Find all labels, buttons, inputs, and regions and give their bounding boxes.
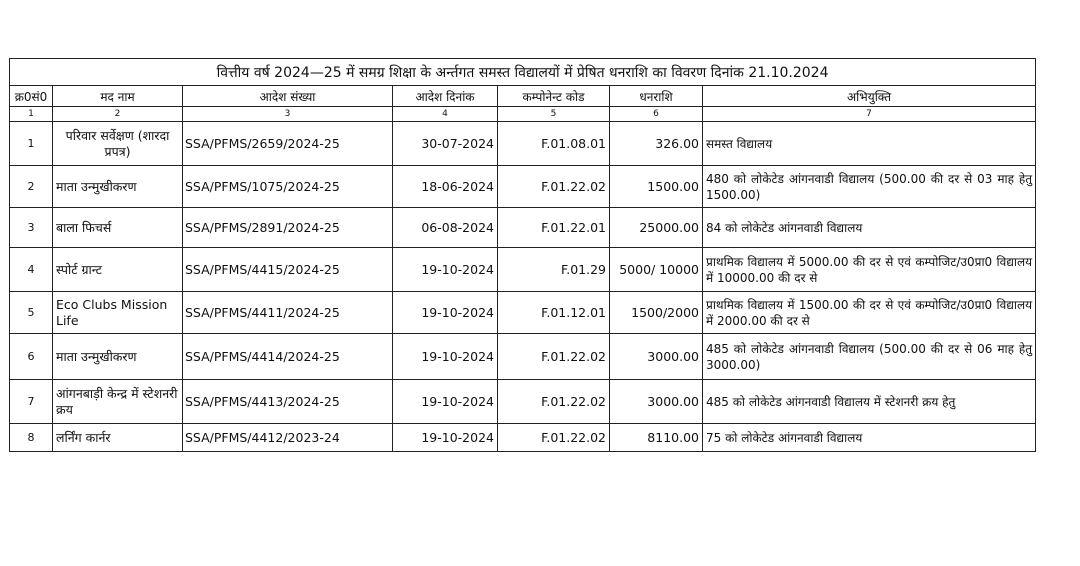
- cell-item-name: परिवार सर्वेक्षण (शारदा प्रपत्र): [53, 122, 183, 166]
- cell-item-name: स्पोर्ट ग्रान्ट: [53, 248, 183, 292]
- table-row: [10, 424, 1036, 452]
- cell-amount: 3000.00: [610, 380, 703, 424]
- cell-component-code: F.01.22.02: [498, 380, 610, 424]
- cell-amount: 8110.00: [610, 424, 703, 452]
- cell-remarks: 485 को लोकेटेड आंगनवाडी विद्यालय में स्टेशनरी क्रय हेतु: [703, 380, 1036, 424]
- cell-component-code: F.01.08.01: [498, 122, 610, 166]
- table-row: [10, 122, 1036, 166]
- cell-order-number: SSA/PFMS/4413/2024-25: [183, 380, 393, 424]
- cell-sno: 6: [10, 334, 53, 380]
- cell-component-code: F.01.12.01: [498, 292, 610, 334]
- cell-component-code: F.01.29: [498, 248, 610, 292]
- cell-order-date: 19-10-2024: [393, 380, 498, 424]
- cell-order-date: 19-10-2024: [393, 424, 498, 452]
- cell-remarks: 84 को लोकेटेड आंगनवाडी विद्यालय: [703, 208, 1036, 248]
- cell-order-number: SSA/PFMS/4412/2023-24: [183, 424, 393, 452]
- table-title: वित्तीय वर्ष 2024—25 में समग्र शिक्षा के अर्न्तगत समस्त विद्यालयों में प्रेषित धनराशि का विवरण दिनांक 21.10.2024: [10, 59, 1036, 86]
- header-component-code: कम्पोनेन्ट कोड: [498, 86, 610, 107]
- cell-amount: 3000.00: [610, 334, 703, 380]
- table-row: [10, 166, 1036, 208]
- cell-component-code: F.01.22.01: [498, 208, 610, 248]
- cell-remarks: समस्त विद्यालय: [703, 122, 1036, 166]
- cell-order-number: SSA/PFMS/2659/2024-25: [183, 122, 393, 166]
- table-row: [10, 248, 1036, 292]
- cell-order-number: SSA/PFMS/2891/2024-25: [183, 208, 393, 248]
- column-number: 2: [53, 107, 183, 122]
- cell-amount: 326.00: [610, 122, 703, 166]
- cell-order-date: 30-07-2024: [393, 122, 498, 166]
- cell-remarks: प्राथमिक विद्यालय में 5000.00 की दर से एवं कम्पोजिट/उ0प्रा0 विद्यालय में 10000.00 की दर से: [703, 248, 1036, 292]
- column-number: 3: [183, 107, 393, 122]
- cell-component-code: F.01.22.02: [498, 334, 610, 380]
- table-row: [10, 292, 1036, 334]
- header-remarks: अभियुक्ति: [703, 86, 1036, 107]
- cell-sno: 4: [10, 248, 53, 292]
- cell-amount: 25000.00: [610, 208, 703, 248]
- cell-remarks: 480 को लोकेटेड आंगनवाडी विद्यालय (500.00 की दर से 03 माह हेतु 1500.00): [703, 166, 1036, 208]
- cell-sno: 7: [10, 380, 53, 424]
- table-row: [10, 208, 1036, 248]
- cell-component-code: F.01.22.02: [498, 166, 610, 208]
- cell-item-name: माता उन्मुखीकरण: [53, 166, 183, 208]
- header-order-date: आदेश दिनांक: [393, 86, 498, 107]
- cell-amount: 1500/2000: [610, 292, 703, 334]
- header-item-name: मद नाम: [53, 86, 183, 107]
- column-number: 6: [610, 107, 703, 122]
- cell-item-name: लर्निंग कार्नर: [53, 424, 183, 452]
- cell-order-number: SSA/PFMS/1075/2024-25: [183, 166, 393, 208]
- table-row: [10, 334, 1036, 380]
- cell-sno: 2: [10, 166, 53, 208]
- table-row: [10, 380, 1036, 424]
- cell-item-name: आंगनबाड़ी केन्द्र में स्टेशनरी क्रय: [53, 380, 183, 424]
- cell-sno: 5: [10, 292, 53, 334]
- cell-order-number: SSA/PFMS/4411/2024-25: [183, 292, 393, 334]
- cell-order-date: 19-10-2024: [393, 334, 498, 380]
- cell-order-date: 06-08-2024: [393, 208, 498, 248]
- cell-item-name: बाला फिचर्स: [53, 208, 183, 248]
- cell-sno: 3: [10, 208, 53, 248]
- cell-remarks: 485 को लोकेटेड आंगनवाडी विद्यालय (500.00 की दर से 06 माह हेतु 3000.00): [703, 334, 1036, 380]
- cell-amount: 1500.00: [610, 166, 703, 208]
- cell-order-date: 19-10-2024: [393, 248, 498, 292]
- cell-sno: 8: [10, 424, 53, 452]
- cell-sno: 1: [10, 122, 53, 166]
- header-order-number: आदेश संख्या: [183, 86, 393, 107]
- header-amount: धनराशि: [610, 86, 703, 107]
- column-number: 1: [10, 107, 53, 122]
- cell-order-number: SSA/PFMS/4414/2024-25: [183, 334, 393, 380]
- column-number: 4: [393, 107, 498, 122]
- cell-order-date: 18-06-2024: [393, 166, 498, 208]
- header-sno: क्र0सं0: [10, 86, 53, 107]
- funds-table: [9, 58, 1036, 452]
- cell-item-name: Eco Clubs Mission Life: [53, 292, 183, 334]
- cell-order-date: 19-10-2024: [393, 292, 498, 334]
- column-number: 7: [703, 107, 1036, 122]
- cell-remarks: प्राथमिक विद्यालय में 1500.00 की दर से एवं कम्पोजिट/उ0प्रा0 विद्यालय में 2000.00 की दर से: [703, 292, 1036, 334]
- cell-order-number: SSA/PFMS/4415/2024-25: [183, 248, 393, 292]
- cell-amount: 5000/ 10000: [610, 248, 703, 292]
- cell-component-code: F.01.22.02: [498, 424, 610, 452]
- cell-remarks: 75 को लोकेटेड आंगनवाडी विद्यालय: [703, 424, 1036, 452]
- cell-item-name: माता उन्मुखीकरण: [53, 334, 183, 380]
- column-number: 5: [498, 107, 610, 122]
